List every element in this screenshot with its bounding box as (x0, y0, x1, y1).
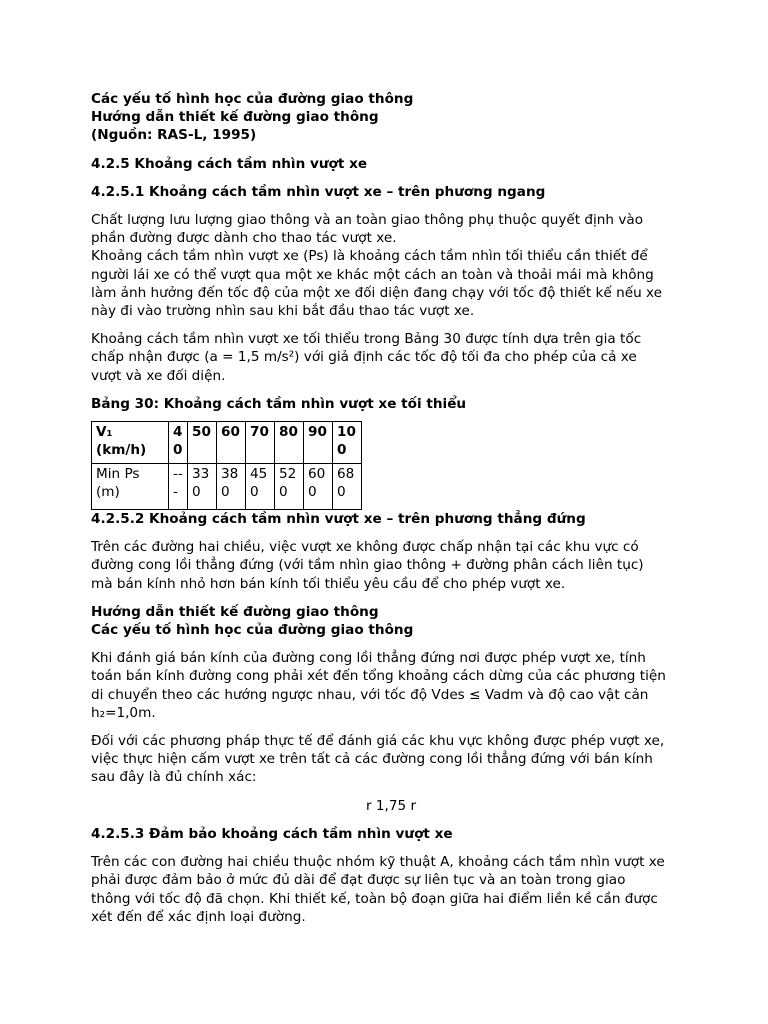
paragraph-4 (91, 649, 691, 722)
table-cell: -- - (169, 464, 188, 510)
paragraph-line: phải được đảm bảo ở mức đủ dài để đạt được sự liên tục và an toàn trong giao (91, 872, 626, 889)
paragraph-line: làm ảnh hưởng đến tốc độ của một xe đối diện đang chạy với tốc độ thiết kế nếu xe (91, 284, 662, 301)
paragraph-line: h₂=1,0m. (91, 704, 156, 721)
document-header-repeat (91, 603, 691, 639)
paragraph-5 (91, 732, 691, 787)
section-heading-4-2-5-2: 4.2.5.2 Khoảng cách tầm nhìn vượt xe – trên phương thẳng đứng (91, 511, 586, 528)
paragraph-line: Đối với các phương pháp thực tế để đánh giá các khu vực không được phép vượt xe, (91, 733, 665, 750)
paragraph-line: Trên các con đường hai chiều thuộc nhóm kỹ thuật A, khoảng cách tầm nhìn vượt xe (91, 854, 665, 871)
paragraph-1 (91, 211, 691, 320)
paragraph-6 (91, 853, 691, 926)
document-header (91, 90, 691, 145)
table-cell: 10 0 (333, 422, 362, 464)
paragraph-line: việc thực hiện cấm vượt xe trên tất cả các đường cong lồi thẳng đứng với bán kính (91, 751, 653, 768)
header-line-2: Hướng dẫn thiết kế đường giao thông (91, 109, 379, 126)
section-heading-4-2-5-3: 4.2.5.3 Đảm bảo khoảng cách tầm nhìn vượt xe (91, 825, 453, 842)
paragraph-line: di chuyển theo các hướng ngược nhau, với tốc độ Vdes ≤ Vadm và độ cao vật cản (91, 686, 649, 703)
table-cell: 60 0 (304, 464, 333, 510)
table-cell: 4 0 (169, 422, 188, 464)
document-page (91, 90, 691, 926)
paragraph-line: đường cong lồi thẳng đứng (với tầm nhìn giao thông + đường phân cách liên tục) (91, 557, 644, 574)
formula: r 1,75 r (365, 797, 417, 814)
table-row-min-ps (92, 464, 362, 510)
paragraph-line: Khoảng cách tầm nhìn vượt xe tối thiểu trong Bảng 30 được tính dựa trên gia tốc (91, 331, 642, 348)
paragraph-line: mà bán kính nhỏ hơn bán kính tối thiểu yêu cầu để cho phép vượt xe. (91, 575, 566, 592)
paragraph-line: toán bán kính đường cong phải xét đến tổng khoảng cách dừng của các phương tiện (91, 668, 666, 685)
table-cell: 60 (217, 422, 246, 464)
paragraph-line: Chất lượng lưu lượng giao thông và an toàn giao thông phụ thuộc quyết định vào (91, 212, 644, 229)
header-line-1: Các yếu tố hình học của đường giao thông (91, 91, 414, 107)
table-cell: 38 0 (217, 464, 246, 510)
table-header-cell-min-ps: Min Ps (m) (92, 464, 169, 510)
header-line-2: Các yếu tố hình học của đường giao thông (91, 622, 414, 639)
paragraph-line: vượt và xe đối diện. (91, 367, 226, 384)
paragraph-line: phần đường được dành cho thao tác vượt xe. (91, 230, 397, 247)
table-cell: 50 (188, 422, 217, 464)
paragraph-line: sau đây là đủ chính xác: (91, 769, 257, 786)
table-cell: 70 (246, 422, 275, 464)
table-cell: 68 0 (333, 464, 362, 510)
section-heading-4-2-5-1: 4.2.5.1 Khoảng cách tầm nhìn vượt xe – trên phương ngang (91, 183, 546, 200)
paragraph-line: Khi đánh giá bán kính của đường cong lồi thẳng đứng nơi được phép vượt xe, tính (91, 650, 646, 667)
paragraph-2 (91, 330, 691, 385)
paragraph-line: xét đến để xác định loại đường. (91, 908, 306, 925)
header-line-1: Hướng dẫn thiết kế đường giao thông (91, 603, 379, 620)
paragraph-line: Trên các đường hai chiều, việc vượt xe không được chấp nhận tại các khu vực có (91, 539, 639, 556)
table-cell: 33 0 (188, 464, 217, 510)
table-cell: 80 (275, 422, 304, 464)
sight-distance-table (91, 421, 362, 510)
paragraph-line: thông với tốc độ đã chọn. Khi thiết kế, toàn bộ đoạn giữa hai điểm liền kề cần được (91, 890, 658, 907)
paragraph-line: Khoảng cách tầm nhìn vượt xe (Ps) là khoảng cách tầm nhìn tối thiểu cần thiết để (91, 248, 648, 265)
table-cell: 45 0 (246, 464, 275, 510)
header-line-3: (Nguồn: RAS-L, 1995) (91, 127, 257, 144)
paragraph-line: chấp nhận được (a = 1,5 m/s²) với giả định các tốc độ tối đa cho phép của cả xe (91, 349, 637, 366)
paragraph-line: này đi vào trường nhìn sau khi bắt đầu thao tác vượt xe. (91, 303, 475, 320)
section-heading-4-2-5: 4.2.5 Khoảng cách tầm nhìn vượt xe (91, 155, 368, 172)
table-header-cell-speed: V₁ (km/h) (92, 422, 169, 464)
table-cell: 90 (304, 422, 333, 464)
table-cell: 52 0 (275, 464, 304, 510)
paragraph-3 (91, 538, 691, 593)
paragraph-line: người lái xe có thể vượt qua một xe khác một cách an toàn và thoải mái mà không (91, 266, 654, 283)
table-row-speed (92, 422, 362, 464)
table-title: Bảng 30: Khoảng cách tầm nhìn vượt xe tối thiểu (91, 395, 467, 412)
